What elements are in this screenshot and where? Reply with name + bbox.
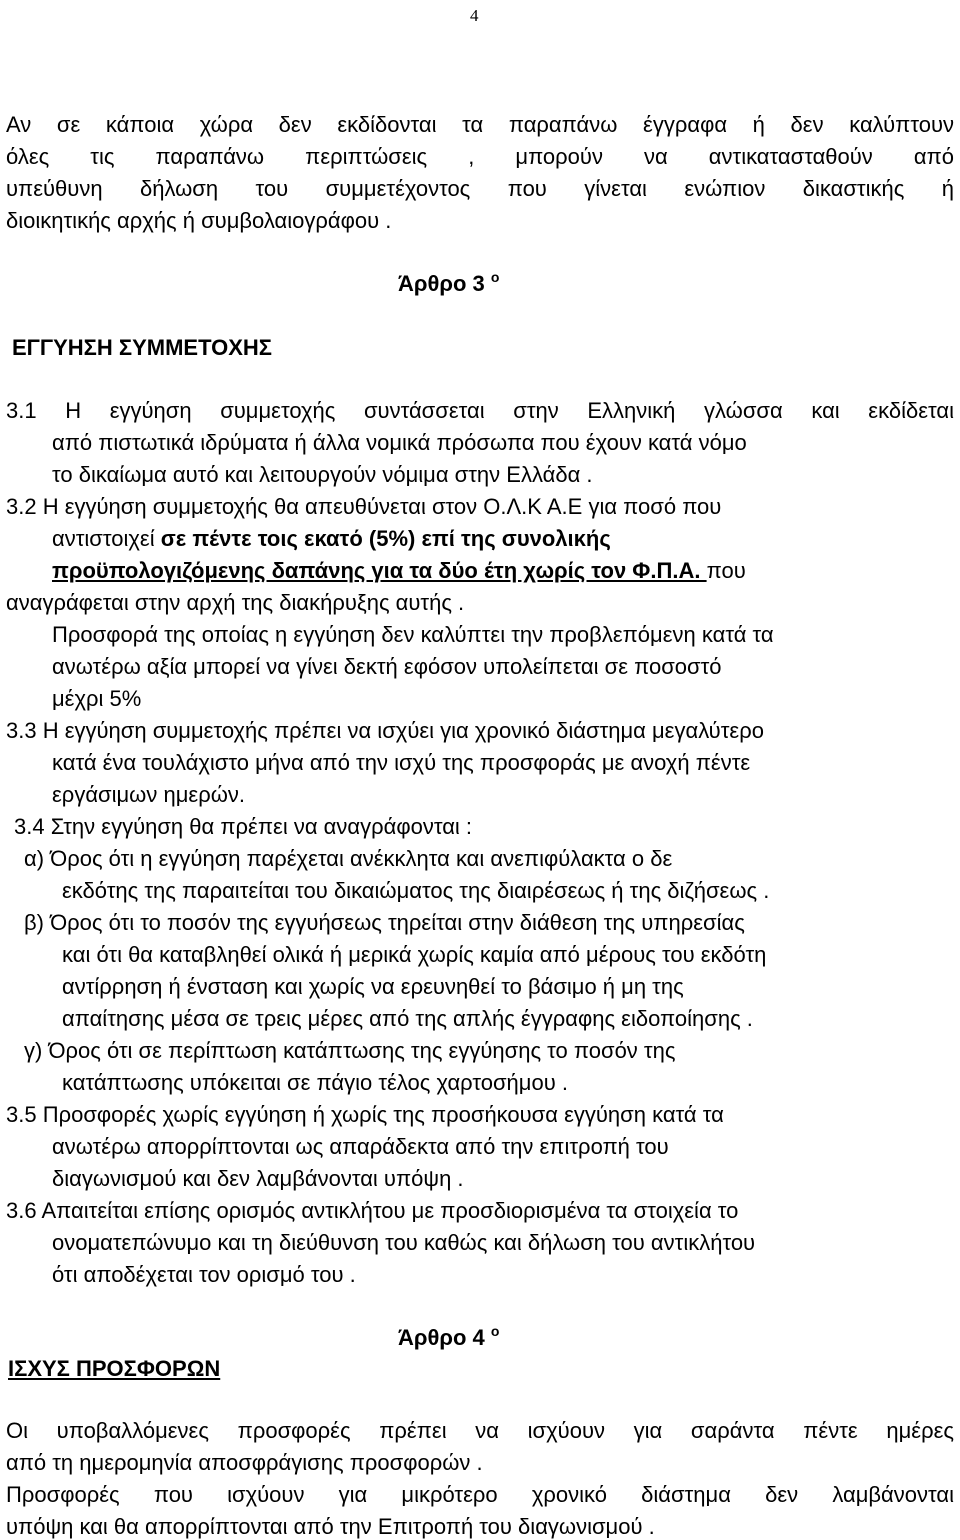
intro-line-4: διοικητικής αρχής ή συμβολαιογράφου . xyxy=(6,208,392,233)
intro-line-3: υπεύθυνη δήλωση του συμμετέχοντος που γίνεται ενώπιον δικαστικής ή xyxy=(6,176,954,201)
para-3-5-line-1: 3.5 Προσφορές χωρίς εγγύηση ή χωρίς της προσήκουσα εγγύηση κατά τα xyxy=(6,1102,724,1127)
article-4-title: Άρθρο 4 $^o$ xyxy=(398,1323,500,1350)
article-3-title: Άρθρο 3 $^o$ xyxy=(398,269,500,296)
para-3-1-line-3: το δικαίωμα αυτό και λειτουργούν νόμιμα στην Ελλάδα . xyxy=(52,462,593,487)
article-4-para-2-line-1: Προσφορές που ισχύουν για μικρότερο χρονικό διάστημα δεν λαμβάνονται xyxy=(6,1482,954,1507)
para-3-3-line-3: εργάσιμων ημερών. xyxy=(52,782,245,807)
article-4-para-2-line-2: υπόψη και θα απορρίπτονται από την Επιτροπή του διαγωνισμού . xyxy=(6,1514,655,1539)
item-c-line-2: κατάπτωσης υπόκειται σε πάγιο τέλος χαρτοσήμου . xyxy=(62,1070,568,1095)
para-3-2-line-4: αναγράφεται στην αρχή της διακήρυξης αυτής . xyxy=(6,590,465,615)
intro-line-1: Αν σε κάποια χώρα δεν εκδίδονται τα παραπάνω έγγραφα ή δεν καλύπτουν xyxy=(6,112,954,137)
para-3-2-line-1: 3.2 Η εγγύηση συμμετοχής θα απευθύνεται στον Ο.Λ.Κ Α.Ε για ποσό που xyxy=(6,494,722,519)
para-3-2-extra-line-3: μέχρι 5% xyxy=(52,686,142,711)
para-3-2-line-3: προϋπολογιζόμενης δαπάνης για τα δύο έτη χωρίς τον Φ.Π.Α. που xyxy=(52,558,746,583)
article-4-heading: ΙΣΧΥΣ ΠΡΟΣΦΟΡΩΝ xyxy=(8,1356,221,1381)
item-c-line-1: γ) Όρος ότι σε περίπτωση κατάπτωσης της εγγύησης το ποσόν της xyxy=(24,1038,676,1063)
para-3-6-line-1: 3.6 Απαιτείται επίσης ορισμός αντικλήτου με προσδιορισμένα τα στοιχεία το xyxy=(6,1198,739,1223)
item-b-line-4: απαίτησης μέσα σε τρεις μέρες από της απλής έγγραφης ειδοποίησης . xyxy=(62,1006,753,1031)
para-3-3-line-2: κατά ένα τουλάχιστο μήνα από την ισχύ της προσφοράς με ανοχή πέντε xyxy=(52,750,751,775)
para-3-3-line-1: 3.3 Η εγγύηση συμμετοχής πρέπει να ισχύει για χρονικό διάστημα μεγαλύτερο xyxy=(6,718,764,743)
para-3-1-line-1: 3.1 Η εγγύηση συμμετοχής συντάσσεται στην Ελληνική γλώσσα και εκδίδεται xyxy=(6,398,954,423)
para-3-6-line-2: ονοματεπώνυμο και τη διεύθυνση του καθώς και δήλωση του αντικλήτου xyxy=(52,1230,756,1255)
item-b-line-3: αντίρρηση ή ένσταση και χωρίς να ερευνηθεί το βάσιμο ή μη της xyxy=(62,974,684,999)
page-number: 4 xyxy=(470,6,479,25)
para-3-6-line-3: ότι αποδέχεται τον ορισμό του . xyxy=(52,1262,356,1287)
para-3-5-line-3: διαγωνισμού και δεν λαμβάνονται υπόψη . xyxy=(52,1166,464,1191)
para-3-4: 3.4 Στην εγγύηση θα πρέπει να αναγράφονται : xyxy=(14,814,473,839)
item-a-line-2: εκδότης της παραιτείται του δικαιώματος της διαιρέσεως ή της διζήσεως . xyxy=(62,878,770,903)
article-3-heading: ΕΓΓΥΗΣΗ ΣΥΜΜΕΤΟΧΗΣ xyxy=(12,335,273,360)
article-4-para-1-line-2: από τη ημερομηνία αποσφράγισης προσφορών . xyxy=(6,1450,483,1475)
para-3-1-line-2: από πιστωτικά ιδρύματα ή άλλα νομικά πρόσωπα που έχουν κατά νόμο xyxy=(52,430,747,455)
article-4-para-1-line-1: Οι υποβαλλόμενες προσφορές πρέπει να ισχύουν για σαράντα πέντε ημέρες xyxy=(6,1418,954,1443)
para-3-2-line-2: αντιστοιχεί σε πέντε τοις εκατό (5%) επί της συνολικής xyxy=(52,526,611,551)
item-b-line-1: β) Όρος ότι το ποσόν της εγγυήσεως τηρείται στην διάθεση της υπηρεσίας xyxy=(24,910,745,935)
intro-line-2: όλες τις παραπάνω περιπτώσεις , μπορούν να αντικατασταθούν από xyxy=(6,144,954,169)
item-a-line-1: α) Όρος ότι η εγγύηση παρέχεται ανέκκλητα και ανεπιφύλακτα ο δε xyxy=(24,846,673,871)
para-3-2-extra-line-1: Προσφορά της οποίας η εγγύηση δεν καλύπτει την προβλεπόμενη κατά τα xyxy=(52,622,774,647)
para-3-5-line-2: ανωτέρω απορρίπτονται ως απαράδεκτα από την επιτροπή του xyxy=(52,1134,669,1159)
item-b-line-2: και ότι θα καταβληθεί ολικά ή μερικά χωρίς καμία από μέρους του εκδότη xyxy=(62,942,767,967)
para-3-2-extra-line-2: ανωτέρω αξία μπορεί να γίνει δεκτή εφόσον υπολείπεται σε ποσοστό xyxy=(52,654,722,679)
